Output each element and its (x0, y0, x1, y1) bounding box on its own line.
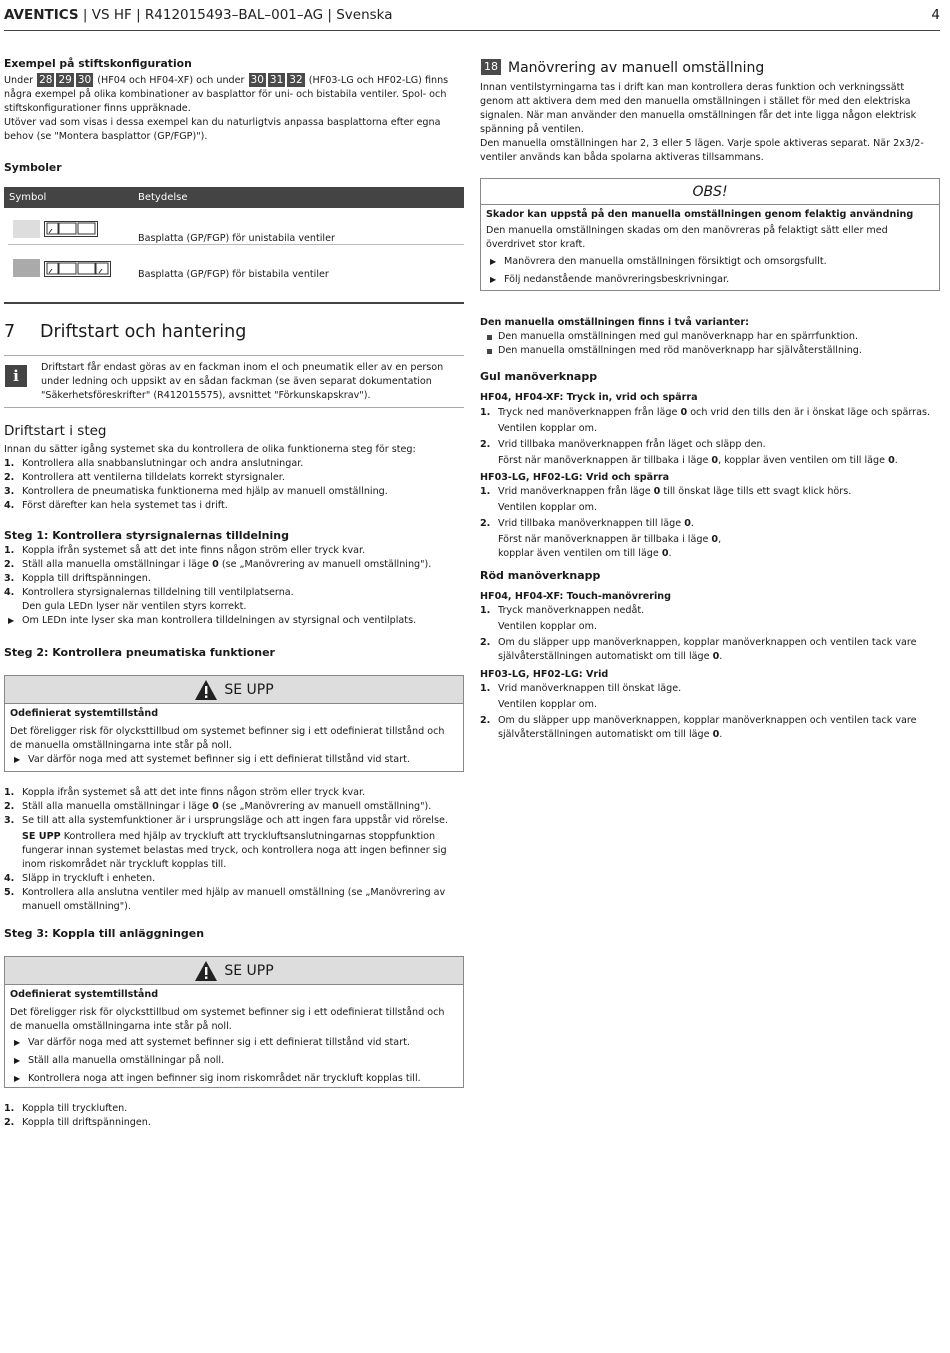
warning-box (4, 675, 464, 772)
list-item: 1. Tryck manöverknappen nedåt. Ventilen kopplar om. (480, 605, 645, 632)
symbol-table (4, 187, 464, 304)
warning-head: SE UPP (224, 682, 274, 698)
figure-badge: 18 (481, 59, 501, 75)
warning-sub: Odefinierat systemtillstånd (10, 708, 159, 719)
header-rule (4, 30, 940, 31)
symbol-table-header (4, 187, 464, 208)
list-item: ▶ Kontrollera noga att ingen befinner sig inom riskområdet när tryckluft kopplas till. (14, 1073, 421, 1084)
info-icon: i (5, 365, 27, 387)
sub-title: HF04, HF04-XF: Tryck in, vrid och spärra (480, 392, 698, 403)
symbol-meaning: Basplatta (GP/FGP) för unistabila ventiler (138, 233, 335, 244)
sub-title: HF04, HF04-XF: Touch-manövrering (480, 591, 671, 602)
example-p2: Utöver vad som visas i dessa exempel kan du naturligtvis anpassa basplattorna efter egna behov (se "Montera basplattor (GP/FGP)"). (4, 117, 441, 142)
step1-list (4, 544, 464, 600)
sub-title: HF03-LG, HF02-LG: Vrid (480, 669, 609, 680)
warning-triangle-icon (194, 679, 218, 701)
dark-swatch (13, 259, 40, 277)
sub-title: HF03-LG, HF02-LG: Vrid och spärra (480, 472, 670, 483)
list-item: ▶ Manövrera den manuella omställningen försiktigt och omsorgsfullt. (490, 256, 827, 267)
col-meaning: Betydelse (138, 192, 188, 203)
list-item: 1. Koppla ifrån systemet så att det inte finns någon ström eller tryck kvar. (4, 787, 366, 798)
list-item: 1. Koppla till tryckluften. (4, 1103, 128, 1114)
list-item: 5. Kontrollera alla anslutna ventiler med hjälp av manuell omställning (se „Manövrering av manuell omställning"). (4, 887, 446, 912)
warning-text: Det föreligger risk för olycksttillbud om systemet befinner sig i ett odefinierat tillstånd och de manuella omställningarna inte står på noll. (10, 726, 445, 751)
list-item: 1. Kontrollera alla snabbanslutningar och andra anslutningar. (4, 458, 304, 469)
info-text: Driftstart får endast göras av en fackman inom el och pneumatik eller av en person under ledning och uppsikt av en sådan fackman (se även separat dokumentation "Säkerhetsföreskrifter" (R412015575), avsnittet "Förkunskapskrav"). (41, 362, 444, 401)
page-header (4, 7, 393, 24)
list-item: ▶ Om LEDn inte lyser ska man kontrollera tilldelningen av styrsignal och ventilplats. (8, 615, 417, 626)
warning-box (4, 956, 464, 1088)
symbols-title: Symboler (4, 161, 62, 174)
steps-list (4, 457, 464, 513)
warning-text: Det föreligger risk för olycksttillbud om systemet befinner sig i ett odefinierat tillstånd och de manuella omställningarna inte står på noll. (10, 1007, 445, 1032)
red-title: Röd manöverknapp (480, 569, 601, 582)
list-item: ▶ Var därför noga med att systemet befinner sig i ett definierat tillstånd vid start. (14, 1037, 410, 1048)
notice-head: OBS! (481, 179, 939, 205)
variants-title: Den manuella omställningen finns i två varianter: (480, 317, 749, 328)
notice-sub: Skador kan uppstå på den manuella omställningen genom felaktig användning (486, 209, 914, 220)
example-section (4, 57, 464, 144)
yellow-title: Gul manöverknapp (480, 370, 598, 383)
chapter-title: Driftstart och hantering (40, 322, 247, 342)
red-section (480, 568, 940, 742)
manual-title: Manövrering av manuell omställning (508, 60, 765, 76)
step2-list (4, 786, 464, 914)
manual-section (480, 59, 940, 165)
symbol-meaning: Basplatta (GP/FGP) för bistabila ventiler (138, 269, 329, 280)
figure-badge: 29 (58, 74, 72, 86)
notice-text: Den manuella omställningen skadas om den manövreras på felaktigt sätt eller med överdrivet stor kraft. (486, 225, 888, 250)
variants-section (480, 316, 940, 358)
steps-section (4, 422, 464, 513)
list-item: ▶ Ställ alla manuella omställningar på noll. (14, 1055, 225, 1066)
symbol-row (4, 208, 464, 244)
list-item: 4. Först därefter kan hela systemet tas i drift. (4, 500, 228, 511)
figure-badge: 30 (77, 74, 92, 86)
list-item: 2. Vrid tillbaka manöverknappen från läget och släpp den. Först när manöverknappen är tillbaka i läge 0, kopplar även ventilen om till läge 0. (480, 439, 898, 466)
example-title: Exempel på stiftskonfiguration (4, 57, 192, 70)
list-item: ▶ Var därför noga med att systemet befinner sig i ett definierat tillstånd vid start. (14, 754, 410, 765)
symbol-row (4, 245, 464, 280)
unistable-baseplate-icon (44, 221, 99, 237)
step1-section (4, 528, 464, 628)
list-item: 3. Koppla till driftspänningen. (4, 573, 151, 584)
list-item: Den manuella omställningen med röd manöverknapp har självåterställning. (480, 344, 940, 358)
yellow-section (480, 369, 940, 561)
steps-intro: Innan du sätter igång systemet ska du kontrollera de olika funktionerna steg för steg: (4, 444, 416, 455)
list-item: 3. Kontrollera de pneumatiska funktionerna med hjälp av manuell omställning. (4, 486, 388, 497)
warning-triangle-icon (194, 960, 218, 982)
col-symbol: Symbol (9, 192, 47, 203)
steps-title: Driftstart i steg (4, 423, 107, 439)
list-item: 1. Vrid manöverknappen från läge 0 till önskat läge tills ett svagt klick hörs. Ventilen kopplar om. (480, 486, 852, 513)
list-item: 4. Kontrollera styrsignalernas tilldelning till ventilplatserna. (4, 587, 294, 598)
list-item: ▶ Följ nedanstående manövreringsbeskrivningar. (490, 274, 730, 285)
figure-badge: 30 (250, 74, 264, 86)
list-item: 2. Ställ alla manuella omställningar i läge 0 (se „Manövrering av manuell omställning"). (4, 559, 432, 570)
manual-p2: Den manuella omställningen har 2, 3 eller 5 lägen. Varje spole aktiveras separat. När 2x3/2-ventiler används kan båda spolarna aktiveras tillsammans. (480, 138, 924, 163)
warning-head: SE UPP (224, 963, 274, 979)
chapter-heading (4, 321, 247, 343)
step1-title: Steg 1: Kontrollera styrsignalernas tilldelning (4, 529, 289, 542)
list-item: Den manuella omställningen med gul manöverknapp har en spärrfunktion. (480, 330, 940, 344)
brand: AVENTICS (4, 7, 79, 23)
bistable-baseplate-icon (44, 261, 114, 277)
step2-title: Steg 2: Kontrollera pneumatiska funktioner (4, 646, 275, 659)
figure-badge: 32 (289, 74, 303, 86)
list-item: 3. Se till att alla systemfunktioner är i ursprungsläge och att ingen fara uppstår vid rörelse. SE UPP Kontrollera med hjälp av tryckluft att tryckluftsanslutningarnas stoppfunktion fungerar innan systemet belastas med tryck, och kontrollera noga att ingen befinner sig inom riskområdet när tryckluft kopplas till. (4, 815, 448, 870)
warning-sub: Odefinierat systemtillstånd (10, 989, 159, 1000)
figure-badge: 31 (269, 74, 284, 86)
list-item: 4. Släpp in tryckluft i enheten. (4, 873, 156, 884)
manual-p1: Innan ventilstyrningarna tas i drift kan man kontrollera deras funktion och verkningssätt genom att aktivera dem med den manuella omställningen i stället för med den elektriska signalen. När man använder den manuella omställningen får det inte ligga någon elektrisk spänning på ventilen. (480, 82, 917, 135)
list-item: 2. Koppla till driftspänningen. (4, 1117, 151, 1128)
light-swatch (13, 220, 40, 238)
list-item: 2. Vrid tillbaka manöverknappen till läge 0. Först när manöverknappen är tillbaka i läge 0, kopplar även ventilen om till läge 0. (480, 518, 722, 559)
list-item: 2. Ställ alla manuella omställningar i läge 0 (se „Manövrering av manuell omställning"). (4, 801, 432, 812)
list-item: 2. Om du släpper upp manöverknappen, kopplar manöverknappen och ventilen tack vare självåterställningen automatiskt om till läge 0. (480, 715, 917, 740)
example-p1: Under 28 29 30 (HF04 och HF04-XF) och under 30 31 32 (HF03-LG och HF02-LG) finns några exempel på olika kombinationer av basplattor för uni- och bistabila ventiler. Spol- och stiftskonfigurationer finns uppräknade. (4, 74, 449, 114)
page-number: 4 (931, 7, 940, 23)
list-item: 2. Om du släpper upp manöverknappen, kopplar manöverknappen och ventilen tack vare självåterställningen automatiskt om till läge 0. (480, 637, 917, 662)
chapter-number: 7 (4, 322, 16, 342)
list-item: 2. Kontrollera att ventilerna tilldelats korrekt styrsignaler. (4, 472, 285, 483)
list-item: 1. Tryck ned manöverknappen från läge 0 och vrid den tills den är i önskat läge och spärras. Ventilen kopplar om. (480, 407, 931, 434)
list-item: 1. Koppla ifrån systemet så att det inte finns någon ström eller tryck kvar. (4, 545, 366, 556)
step3-list (4, 1102, 464, 1130)
step3-title: Steg 3: Koppla till anläggningen (4, 927, 205, 940)
list-item: 1. Vrid manöverknappen till önskat läge. Ventilen kopplar om. (480, 683, 682, 710)
step1-result: Den gula LEDn lyser när ventilen styrs korrekt. (22, 601, 247, 612)
notice-box (480, 178, 940, 291)
figure-badge: 28 (39, 74, 53, 86)
table-bottom-rule (4, 302, 464, 304)
doc-info: | VS HF | R412015493–BAL–001–AG | Svenska (82, 7, 393, 23)
